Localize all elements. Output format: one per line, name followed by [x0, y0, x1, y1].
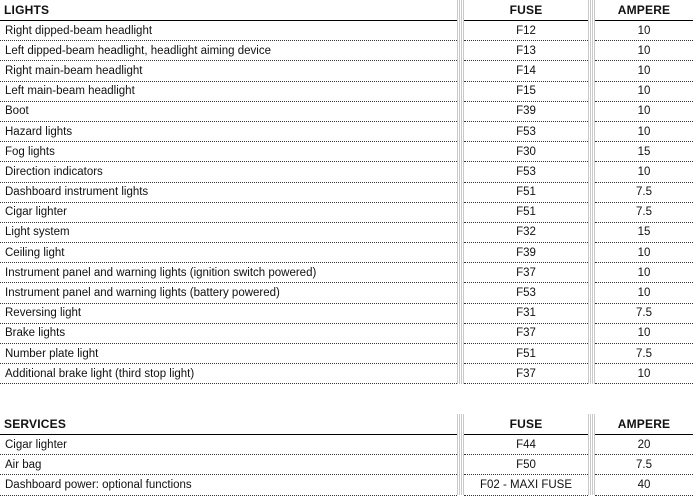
table-row: [0, 142, 693, 162]
table-row: [0, 61, 693, 81]
fuse-id: F12: [464, 21, 588, 41]
column-divider: [457, 455, 464, 475]
ampere-value: 10: [595, 81, 693, 101]
column-divider: [457, 142, 464, 162]
table-row: [0, 81, 693, 101]
ampere-value: 20: [595, 435, 693, 455]
table-row: [0, 121, 693, 141]
fuse-id: F15: [464, 81, 588, 101]
circuit-name: Reversing light: [0, 303, 457, 323]
table-row: [0, 364, 693, 384]
circuit-name: Number plate light: [0, 344, 457, 364]
fuse-id: F02 - MAXI FUSE: [464, 475, 588, 495]
fuse-id: F44: [464, 435, 588, 455]
circuit-name: Instrument panel and warning lights (ignition switch powered): [0, 263, 457, 283]
column-divider: [588, 0, 595, 21]
fuse-id: F37: [464, 364, 588, 384]
lights-rows: [0, 21, 693, 384]
table-row: [0, 243, 693, 263]
fuse-id: F32: [464, 222, 588, 242]
fuse-id: F39: [464, 101, 588, 121]
ampere-value: 10: [595, 243, 693, 263]
column-divider: [457, 323, 464, 343]
column-divider: [588, 283, 595, 303]
ampere-value: 7.5: [595, 182, 693, 202]
column-divider: [588, 162, 595, 182]
column-divider: [588, 435, 595, 455]
table-header-row: [0, 414, 693, 435]
column-divider: [457, 121, 464, 141]
circuit-name: Dashboard power: optional functions: [0, 475, 457, 495]
fuse-id: F37: [464, 323, 588, 343]
column-divider: [588, 21, 595, 41]
circuit-name: Boot: [0, 101, 457, 121]
column-divider: [588, 41, 595, 61]
column-divider: [457, 435, 464, 455]
ampere-value: 7.5: [595, 202, 693, 222]
column-divider: [588, 202, 595, 222]
column-divider: [457, 475, 464, 495]
column-divider: [457, 414, 464, 435]
lights-heading: LIGHTS: [0, 0, 457, 21]
services-rows: [0, 435, 693, 496]
column-divider: [457, 0, 464, 21]
circuit-name: Right main-beam headlight: [0, 61, 457, 81]
ampere-value: 10: [595, 21, 693, 41]
column-divider: [457, 283, 464, 303]
fuse-id: F53: [464, 162, 588, 182]
fuse-id: F13: [464, 41, 588, 61]
circuit-name: Cigar lighter: [0, 202, 457, 222]
column-divider: [588, 364, 595, 384]
column-divider: [588, 101, 595, 121]
column-divider: [588, 303, 595, 323]
circuit-name: Light system: [0, 222, 457, 242]
column-divider: [588, 182, 595, 202]
circuit-name: Left main-beam headlight: [0, 81, 457, 101]
ampere-value: 15: [595, 222, 693, 242]
column-divider: [588, 263, 595, 283]
circuit-name: Ceiling light: [0, 243, 457, 263]
circuit-name: Hazard lights: [0, 121, 457, 141]
ampere-value: 10: [595, 41, 693, 61]
column-divider: [457, 61, 464, 81]
circuit-name: Air bag: [0, 455, 457, 475]
table-row: [0, 162, 693, 182]
ampere-value: 10: [595, 121, 693, 141]
column-divider: [588, 243, 595, 263]
column-divider: [457, 243, 464, 263]
table-row: [0, 303, 693, 323]
fuse-id: F53: [464, 121, 588, 141]
ampere-value: 10: [595, 283, 693, 303]
ampere-column-header: AMPERE: [595, 414, 693, 435]
circuit-name: Cigar lighter: [0, 435, 457, 455]
fuse-column-header: FUSE: [464, 0, 588, 21]
column-divider: [457, 222, 464, 242]
table-row: [0, 344, 693, 364]
fuse-id: F39: [464, 243, 588, 263]
ampere-value: 15: [595, 142, 693, 162]
table-row: [0, 323, 693, 343]
ampere-value: 10: [595, 101, 693, 121]
fuse-id: F51: [464, 202, 588, 222]
table-row: [0, 435, 693, 455]
ampere-value: 10: [595, 263, 693, 283]
ampere-value: 10: [595, 162, 693, 182]
fuse-id: F30: [464, 142, 588, 162]
column-divider: [588, 344, 595, 364]
table-row: [0, 41, 693, 61]
column-divider: [457, 182, 464, 202]
circuit-name: Dashboard instrument lights: [0, 182, 457, 202]
fuse-id: F53: [464, 283, 588, 303]
column-divider: [588, 81, 595, 101]
column-divider: [588, 455, 595, 475]
column-divider: [457, 81, 464, 101]
circuit-name: Left dipped-beam headlight, headlight aiming device: [0, 41, 457, 61]
table-row: [0, 263, 693, 283]
circuit-name: Right dipped-beam headlight: [0, 21, 457, 41]
fuse-id: F37: [464, 263, 588, 283]
column-divider: [588, 475, 595, 495]
circuit-name: Fog lights: [0, 142, 457, 162]
table-row: [0, 283, 693, 303]
services-fuse-table: [0, 414, 693, 496]
ampere-value: 10: [595, 364, 693, 384]
fuse-id: F31: [464, 303, 588, 323]
column-divider: [457, 21, 464, 41]
table-row: [0, 455, 693, 475]
column-divider: [457, 344, 464, 364]
services-heading: SERVICES: [0, 414, 457, 435]
column-divider: [457, 263, 464, 283]
column-divider: [588, 323, 595, 343]
table-row: [0, 101, 693, 121]
column-divider: [457, 162, 464, 182]
circuit-name: Additional brake light (third stop light): [0, 364, 457, 384]
column-divider: [457, 41, 464, 61]
ampere-value: 7.5: [595, 344, 693, 364]
fuse-id: F51: [464, 344, 588, 364]
ampere-value: 7.5: [595, 455, 693, 475]
circuit-name: Instrument panel and warning lights (battery powered): [0, 283, 457, 303]
ampere-value: 40: [595, 475, 693, 495]
column-divider: [588, 121, 595, 141]
column-divider: [588, 142, 595, 162]
column-divider: [588, 61, 595, 81]
fuse-id: F50: [464, 455, 588, 475]
column-divider: [457, 303, 464, 323]
ampere-value: 10: [595, 323, 693, 343]
column-divider: [588, 414, 595, 435]
fuse-id: F14: [464, 61, 588, 81]
ampere-value: 7.5: [595, 303, 693, 323]
table-row: [0, 182, 693, 202]
column-divider: [588, 222, 595, 242]
fuse-id: F51: [464, 182, 588, 202]
ampere-value: 10: [595, 61, 693, 81]
column-divider: [457, 101, 464, 121]
table-row: [0, 222, 693, 242]
circuit-name: Brake lights: [0, 323, 457, 343]
table-row: [0, 475, 693, 495]
column-divider: [457, 364, 464, 384]
column-divider: [457, 202, 464, 222]
table-header-row: [0, 0, 693, 21]
fuse-column-header: FUSE: [464, 414, 588, 435]
table-row: [0, 21, 693, 41]
table-row: [0, 202, 693, 222]
ampere-column-header: AMPERE: [595, 0, 693, 21]
circuit-name: Direction indicators: [0, 162, 457, 182]
